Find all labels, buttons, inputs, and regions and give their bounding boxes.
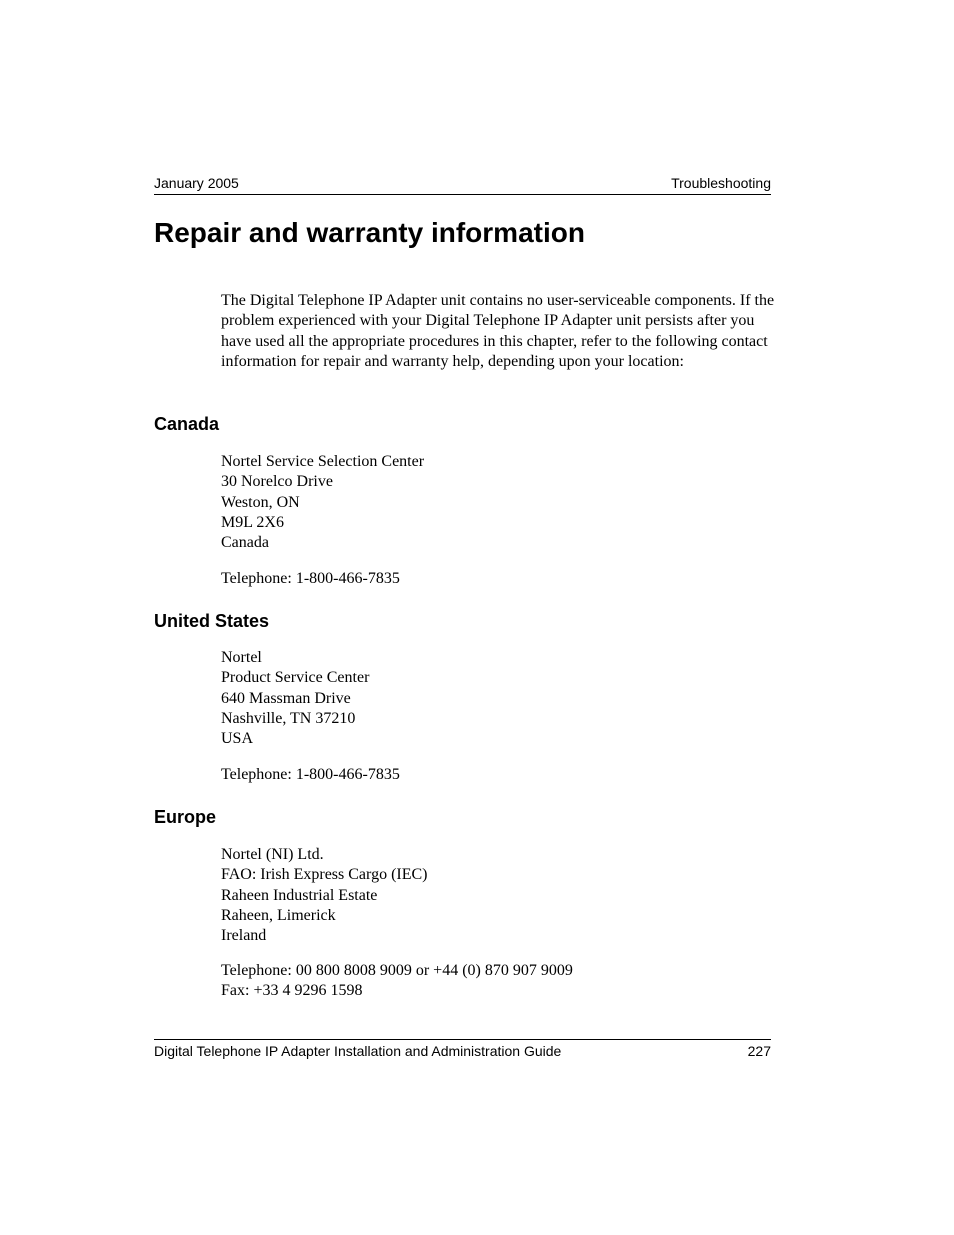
address-europe — [221, 845, 428, 946]
page-number: 227 — [747, 1043, 771, 1059]
address-line: FAO: Irish Express Cargo (IEC) — [221, 866, 428, 884]
address-line: M9L 2X6 — [221, 513, 284, 531]
address-united-states — [221, 648, 369, 749]
contact-canada — [221, 569, 400, 589]
footer-guide-title: Digital Telephone IP Adapter Installation and Administration Guide — [154, 1043, 562, 1059]
address-line: 30 Norelco Drive — [221, 473, 333, 491]
address-line: Raheen, Limerick — [221, 906, 336, 924]
telephone-text: Telephone: 1-800-466-7835 — [221, 570, 400, 587]
section-heading-europe: Europe — [154, 807, 217, 827]
address-line: Nortel — [221, 649, 262, 666]
page-header — [154, 174, 771, 195]
address-line: Weston, ON — [221, 493, 300, 511]
address-canada — [221, 452, 424, 553]
address-line: Canada — [221, 534, 269, 552]
section-heading-united-states: United States — [154, 611, 270, 631]
address-line: Ireland — [221, 927, 267, 945]
address-line: USA — [221, 730, 254, 748]
contact-united-states — [221, 765, 400, 785]
address-line: 640 Massman Drive — [221, 689, 351, 707]
contact-europe — [221, 961, 573, 1002]
telephone-text: Telephone: 00 800 8008 9009 or +44 (0) 870 907 9009 — [221, 962, 573, 979]
header-chapter: Troubleshooting — [671, 175, 771, 191]
address-line: Nashville, TN 37210 — [221, 709, 356, 727]
address-line: Nortel Service Selection Center — [221, 453, 425, 470]
fax-text: Fax: +33 4 9296 1598 — [221, 982, 363, 1000]
address-line: Nortel (NI) Ltd. — [221, 846, 324, 863]
address-line: Raheen Industrial Estate — [221, 886, 378, 904]
telephone-text: Telephone: 1-800-466-7835 — [221, 766, 400, 783]
section-heading-canada: Canada — [154, 414, 220, 434]
intro-paragraph: The Digital Telephone IP Adapter unit contains no user-serviceable components. If the problem experienced with your Digital Telephone IP Adapter unit persists after you have used all the appropriate procedures in this chapter, refer to the following contact information for repair and warranty help, depending upon your location: — [221, 292, 775, 371]
page-title: Repair and warranty information — [154, 217, 585, 248]
page-footer — [154, 1039, 771, 1060]
header-date: January 2005 — [154, 175, 239, 191]
address-line: Product Service Center — [221, 669, 370, 687]
